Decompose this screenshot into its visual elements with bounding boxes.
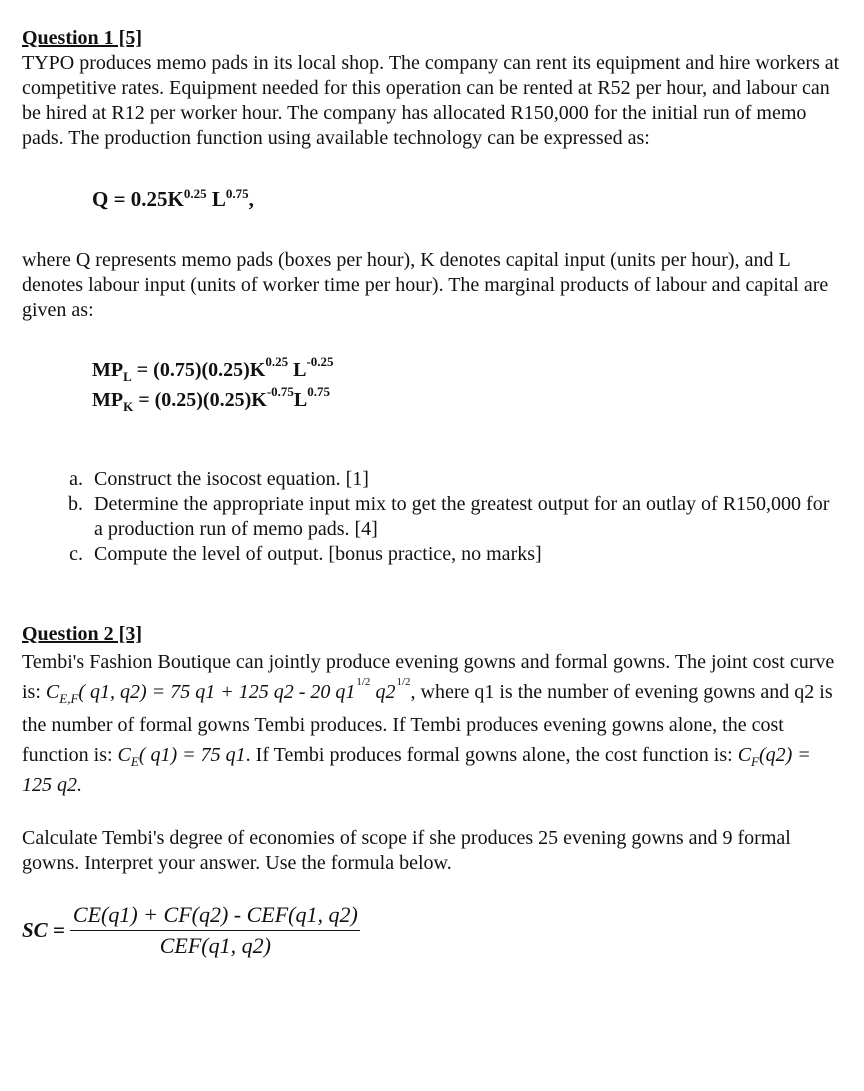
question-2-title: Question 2 [3] (22, 623, 142, 645)
mpk-l: L (293, 389, 308, 411)
cost-e-c: C (117, 744, 131, 766)
question-1-subparts (22, 467, 842, 567)
list-item: a. Construct the isocost equation. [1] (88, 467, 842, 492)
joint-cost-subscript: E,F (59, 691, 79, 706)
question-1-intro: TYPO produces memo pads in its local shop. The company can rent its equipment and hire workers at competitive rates. Equipment needed for this operation can be rented at R52 per hour, and labour can be hired at R12 per worker hour. The company has allocated R150,000 for the initial run of memo pads. The production function using available technology can be expressed as: (22, 52, 840, 149)
question-2-section (22, 622, 842, 958)
formula-fraction (69, 902, 362, 958)
mpl-l: L (288, 359, 307, 381)
production-function-equation (92, 187, 842, 212)
mpl-symbol: MP (92, 359, 124, 381)
eq-prod-k-exponent: 0.25 (183, 186, 207, 201)
formula-lhs: SC = (22, 917, 65, 942)
mpl-subscript: L (123, 369, 132, 384)
joint-cost-args: ( q1, q2) = (78, 681, 171, 703)
mpk-equation (92, 385, 842, 415)
mpl-body: = (0.75)(0.25)K (131, 359, 266, 381)
question-2-body (22, 647, 842, 800)
mpl-equation (92, 355, 842, 385)
eq-prod-tail: , (248, 187, 254, 211)
cost-f-c: C (737, 744, 752, 766)
document-page (22, 26, 842, 958)
list-item: c. Compute the level of output. [bonus practice, no marks] (88, 542, 842, 567)
q2-text-2: , where q1 is the number of evening gowns and q2 is the number of formal gowns Tembi produces. If Tembi produces evening gowns alone, the cost function is: (22, 681, 833, 766)
evening-cost-function (117, 744, 246, 769)
cost-e-subscript: E (130, 754, 139, 769)
joint-cost-expr: 75 q1 + 125 q2 - 20 q1 (170, 681, 356, 703)
joint-cost-function (45, 676, 411, 706)
list-item: b. Determine the appropriate input mix to get the greatest output for an outlay of R150,000 for a production run of memo pads. [4] (88, 492, 842, 542)
eq-prod-l: L (206, 187, 226, 211)
mpk-k-exponent: -0.75 (266, 384, 294, 400)
eq-prod-l-exponent: 0.75 (225, 186, 249, 201)
q2-text-3: . If Tembi produces formal gowns alone, the cost function is: (245, 744, 733, 766)
formula-denominator: CEF(q1, q2) (159, 933, 271, 958)
cost-f-rest: (q2) = 125 q2. (22, 744, 811, 796)
economies-of-scope-formula (22, 902, 842, 958)
marginal-products-equations (92, 355, 842, 415)
question-2-task: Calculate Tembi's degree of economies of scope if she produces 25 evening gowns and 9 formal gowns. Interpret your answer. Use the formula below. (22, 827, 791, 874)
mpk-symbol: MP (92, 389, 124, 411)
question-1-title: Question 1 [5] (22, 27, 142, 49)
joint-cost-c: C (45, 681, 60, 703)
question-1-variables-text: where Q represents memo pads (boxes per hour), K denotes capital input (units per hour), and L denotes labour input (units of worker time per hour). The marginal products of labour and capital are given as: (22, 249, 829, 321)
cost-f-subscript: F (751, 754, 759, 769)
cost-e-rest: ( q1) = 75 q1 (138, 744, 246, 766)
mpl-k-exponent: 0.25 (265, 354, 289, 370)
eq-prod-lhs: Q = 0.25K (92, 187, 184, 211)
mpk-l-exponent: 0.75 (307, 384, 330, 400)
mpk-body: = (0.25)(0.25)K (133, 389, 267, 411)
joint-cost-exp-1: 1/2 (356, 676, 371, 688)
mpl-l-exponent: -0.25 (306, 354, 334, 370)
formula-numerator: CE(q1) + CF(q2) - CEF(q1, q2) (72, 902, 358, 927)
mpk-subscript: K (123, 399, 134, 414)
joint-cost-q2: q2 (375, 681, 396, 703)
joint-cost-exp-2: 1/2 (396, 676, 411, 688)
q2-text-1: Tembi's Fashion Boutique can jointly produce evening gowns and formal gowns. The joint cost curve is: (22, 651, 835, 703)
